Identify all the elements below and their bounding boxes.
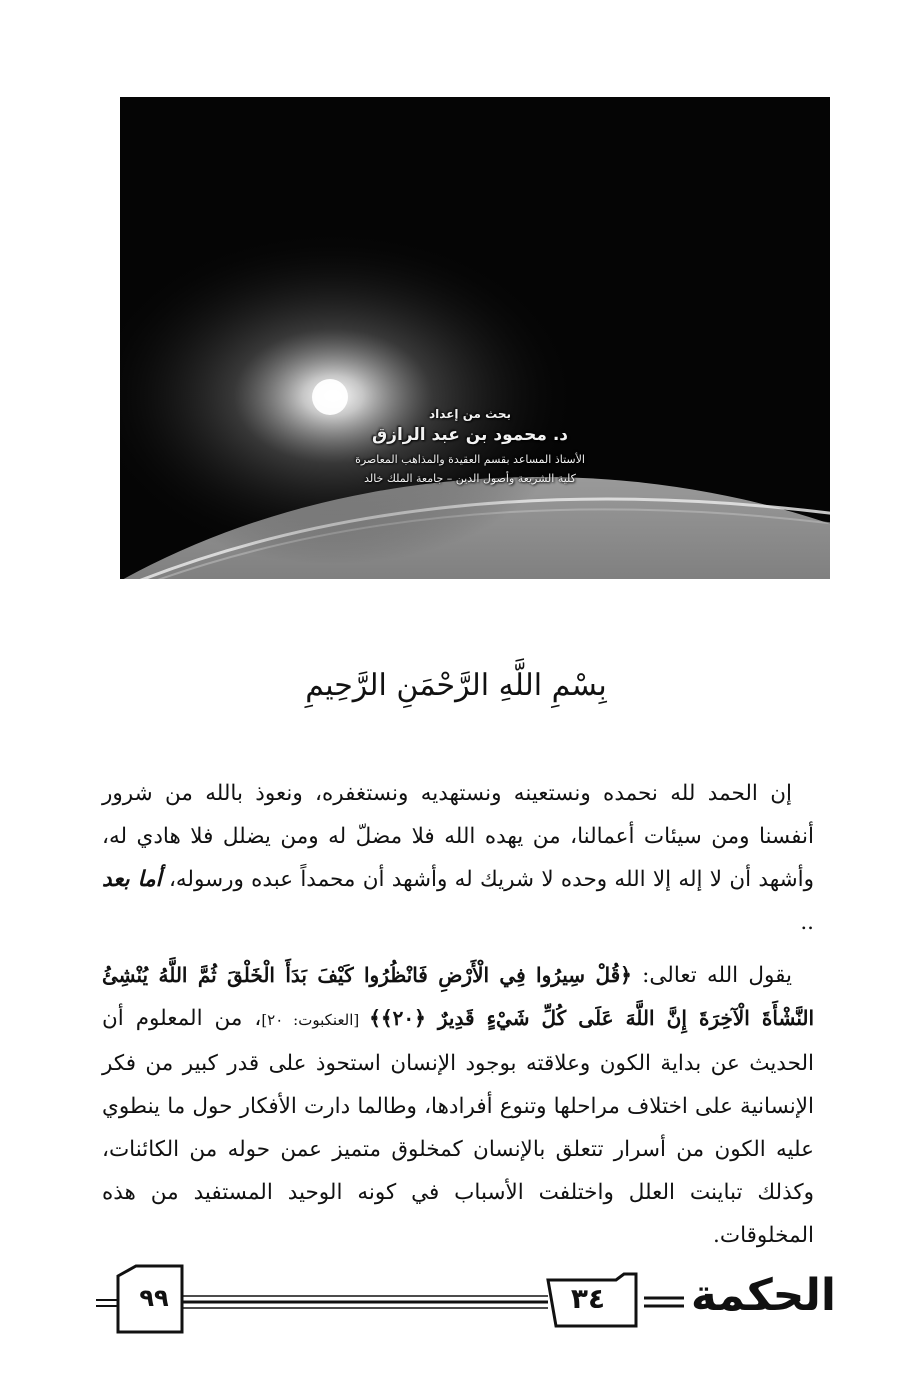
banner-by-label: بحث من إعداد (429, 407, 511, 421)
banner-credits (320, 407, 620, 485)
banner-college: كلية الشريعة وأصول الدين – جامعة الملك خالد (364, 472, 576, 485)
verse-reference: [العنكبوت: ٢٠] (261, 1011, 370, 1029)
intro-emphasis: أما بعد (102, 867, 162, 892)
para2-text: ، من المعلوم أن الحديث عن بداية الكون وعلاقته بوجود الإنسان استحوذ على قدر كبير من فكر الإنسانية على اختلاف مراحلها وتنوع أفرادها، وطالما دارت الأفكار حول ما ينطوي عليه الكون من أسرار تتعلق بالإنسان كمخلوق متميز عمن حوله من الكائنات، وكذلك تباينت العلل واختلفت الأسباب في كونه الوحيد المستفيد من هذه المخلوقات. (102, 1006, 814, 1248)
quran-verse: ﴿قُلْ سِيرُوا فِي الْأَرْضِ فَانْظُرُوا كَيْفَ بَدَأَ الْخَلْقَ ثُمَّ اللَّهُ يُنْشِئُ النَّشْأَةَ الْآخِرَةَ إِنَّ اللَّهَ عَلَى كُلِّ شَيْءٍ قَدِيرٌ ﴿٢٠﴾﴾ (102, 963, 815, 1030)
page-footer (96, 1262, 836, 1342)
issue-number: ٣٤ (570, 1282, 606, 1315)
header-banner-image (120, 97, 830, 579)
magazine-logo: الحكمة (690, 1270, 836, 1321)
banner-author: د. محمود بن عبد الرازق (371, 425, 569, 445)
intro-paragraph (102, 772, 814, 944)
page-number: ٩٩ (139, 1284, 169, 1312)
second-paragraph (102, 954, 814, 1257)
intro-trail: .. (800, 910, 814, 935)
earth-horizon-illustration (120, 97, 830, 579)
intro-text: إن الحمد لله نحمده ونستعينه ونستهديه ونستغفره، ونعوذ بالله من شرور أنفسنا ومن سيئات أعمالنا، من يهده الله فلا مضلّ له ومن يضلل فلا هادي له، وأشهد أن لا إله إلا الله وحده لا شريك له وأشهد أن محمداً عبده ورسوله، (102, 781, 814, 892)
para2-lead: يقول الله تعالى: (631, 963, 792, 988)
basmala: بِسْمِ اللَّهِ الرَّحْمَنِ الرَّحِيمِ (305, 668, 607, 703)
banner-role: الأستاذ المساعد بقسم العقيدة والمذاهب المعاصرة (355, 453, 585, 466)
